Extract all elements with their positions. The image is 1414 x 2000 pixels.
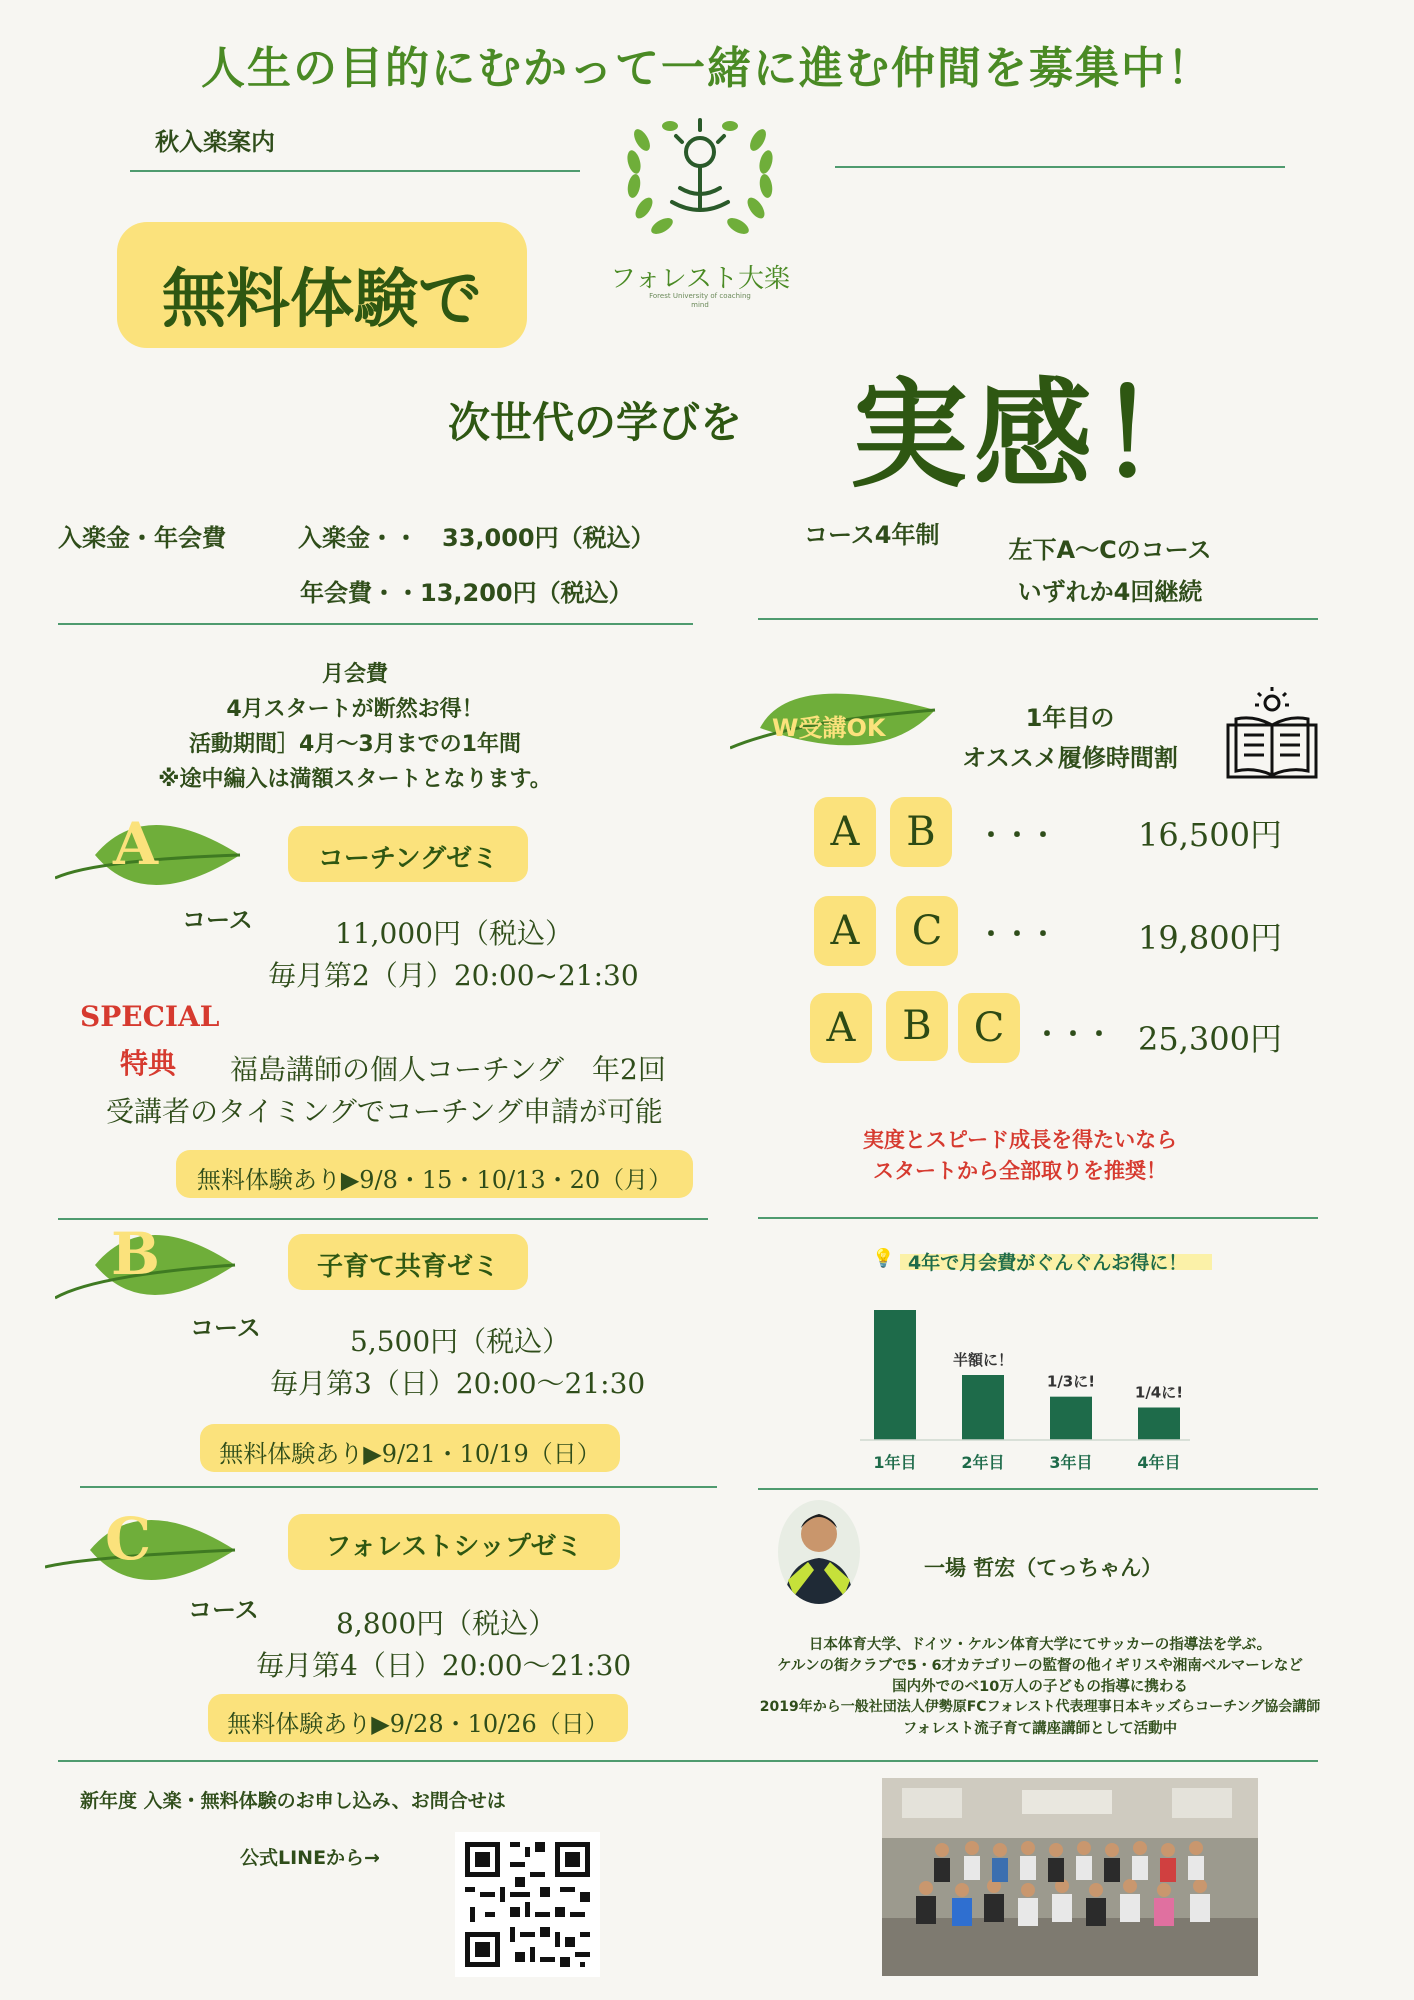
course-c-word: コース [188, 1595, 259, 1624]
divider [835, 166, 1285, 168]
instructor-bio-2: ケルンの街クラブで5・6才カテゴリーの監督の他イギリスや湘南ベルマーレなど [777, 1658, 1303, 1674]
course-a-name: コーチングゼミ [317, 844, 499, 874]
laurel-sun-icon [610, 90, 790, 250]
combo-price: 25,300円 [1138, 1020, 1282, 1058]
divider [58, 1760, 1318, 1762]
instructor-bio-3: 国内外でのベ10万人の子どもの指導に携わる [892, 1679, 1188, 1695]
chart-tick-label: 2年目 [961, 1453, 1005, 1472]
course-a-price: 11,000円（税込） [335, 917, 573, 950]
course-c-schedule: 毎月第4（日）20:00〜21:30 [256, 1649, 632, 1682]
course-c-price: 8,800円（税込） [336, 1607, 557, 1640]
combo-dots: ・・・ [1034, 1020, 1113, 1050]
subtitle: 秋入楽案内 [155, 128, 275, 156]
combo-badge: C [958, 993, 1020, 1063]
logo-subtext: Forest University of coaching mind [649, 292, 751, 309]
instructor-bio-5: フォレスト流子育て講座講師として活動中 [902, 1721, 1178, 1737]
combo-dots: ・・・ [978, 821, 1057, 851]
course-b-leaf [55, 1210, 255, 1324]
chart-bar [874, 1310, 916, 1440]
course-b-price: 5,500円（税込） [350, 1325, 571, 1358]
chart-bar [1138, 1408, 1180, 1441]
chart-annotation: 半額に！ [952, 1351, 1014, 1369]
course-b-letter: B [111, 1220, 161, 1288]
divider [58, 623, 693, 625]
bulb-icon: 💡 [872, 1248, 895, 1269]
special-line1: 福島講師の個人コーチング 年2回 [230, 1053, 666, 1086]
course-note-1: 左下A〜Cのコース [1008, 536, 1212, 564]
combo-badge: B [890, 797, 952, 867]
instructor-photo [778, 1500, 860, 1604]
combo-badge: A [814, 797, 876, 867]
combo-badge: A [810, 993, 872, 1063]
recommend-note1: 実度とスピード成長を得たいなら [862, 1128, 1178, 1152]
course-b-trial: 無料体験あり▶9/21・10/19（日） [219, 1440, 601, 1468]
course-a-leaf [55, 800, 255, 914]
course-years: コース4年制 [804, 521, 940, 549]
course-b-word: コース [190, 1313, 261, 1342]
divider [758, 1217, 1318, 1219]
recommend-title1: 1年目の [1025, 704, 1115, 732]
course-note-2: いずれか4回継続 [1017, 578, 1203, 606]
logo-name: フォレスト大楽 [610, 264, 790, 294]
book-icon [1222, 685, 1322, 789]
instructor-bio-4: 2019年から一般社団法人伊勢原FCフォレスト代表理事日本キッズらコーチング協会講師 [759, 1699, 1321, 1715]
recommend-note2: スタートから全部取りを推奨！ [873, 1159, 1167, 1183]
annual-fee: 年会費・・13,200円（税込） [300, 579, 633, 607]
combo-dots: ・・・ [978, 920, 1057, 950]
special-line2: 受講者のタイミングでコーチング申請が可能 [106, 1095, 663, 1128]
special-label-2: 特典 [120, 1047, 177, 1080]
combo-badge: B [886, 991, 948, 1061]
combo-badge: C [896, 896, 958, 966]
instructor-name: 一場 哲宏（てっちゃん） [924, 1556, 1163, 1580]
headline: 人生の目的にむかって一緒に進む仲間を募集中！ [201, 43, 1213, 94]
chart-annotation: 1/3に! [1046, 1372, 1096, 1391]
logo [610, 90, 790, 320]
combo-price: 19,800円 [1138, 919, 1282, 957]
footer-contact: 新年度 入楽・無料体験のお申し込み、お問合せは [80, 1790, 506, 1812]
hero-line: 次世代の学びを [448, 398, 743, 447]
combo-badge: A [814, 896, 876, 966]
divider [758, 1488, 1318, 1490]
divider [130, 170, 580, 172]
course-c-trial: 無料体験あり▶9/28・10/26（日） [227, 1710, 609, 1738]
course-a-schedule: 毎月第2（月）20:00~21:30 [268, 959, 639, 992]
course-b-name: 子育て共育ゼミ [316, 1252, 499, 1282]
entry-fee: 入楽金・・ 33,000円（税込） [298, 524, 655, 552]
monthly-line2: 活動期間］4月〜3月までの1年間 [189, 732, 521, 757]
instructor-bio-1: 日本体育大学、ドイツ・ケルン体育大学にてサッカーの指導法を学ぶ。 [808, 1637, 1272, 1653]
line-qr-code[interactable] [455, 1832, 600, 1977]
chart-bar [1050, 1397, 1092, 1440]
course-b-schedule: 毎月第3（日）20:00〜21:30 [270, 1367, 646, 1400]
w-ok-label: W受講OK [772, 714, 886, 742]
course-a-trial: 無料体験あり▶9/8・15・10/13・20（月） [196, 1166, 673, 1194]
divider [758, 618, 1318, 620]
chart-bar [962, 1375, 1004, 1440]
chart-tick-label: 1年目 [873, 1453, 917, 1472]
monthly-line1: 4月スタートが断然お得！ [226, 697, 484, 722]
savings-chart [860, 1280, 1220, 1480]
combo-price: 16,500円 [1138, 816, 1282, 854]
course-c-letter: C [105, 1505, 152, 1573]
w-ok-leaf [730, 670, 940, 774]
chart-title: 4年で月会費がぐんぐんお得に！ [908, 1252, 1188, 1274]
chart-tick-label: 3年目 [1049, 1453, 1093, 1472]
hero-big: 実感！ [850, 366, 1223, 504]
special-label: SPECIAL [80, 1000, 220, 1033]
monthly-title: 月会費 [321, 662, 388, 687]
chart-annotation: 1/4に! [1134, 1383, 1184, 1402]
chart-tick-label: 4年目 [1137, 1453, 1181, 1472]
group-photo [882, 1778, 1258, 1976]
recommend-title2: オススメ履修時間割 [962, 744, 1178, 772]
monthly-line3: ※途中編入は満額スタートとなります。 [158, 767, 552, 792]
hero-badge-text: 無料体験で [162, 263, 482, 337]
divider [80, 1486, 717, 1488]
fees-label: 入楽金・年会費 [58, 524, 226, 552]
course-a-letter: A [113, 810, 159, 878]
footer-line-cta: 公式LINEから→ [240, 1847, 380, 1869]
course-c-name: フォレストシップゼミ [325, 1532, 583, 1562]
course-a-word: コース [182, 905, 253, 934]
